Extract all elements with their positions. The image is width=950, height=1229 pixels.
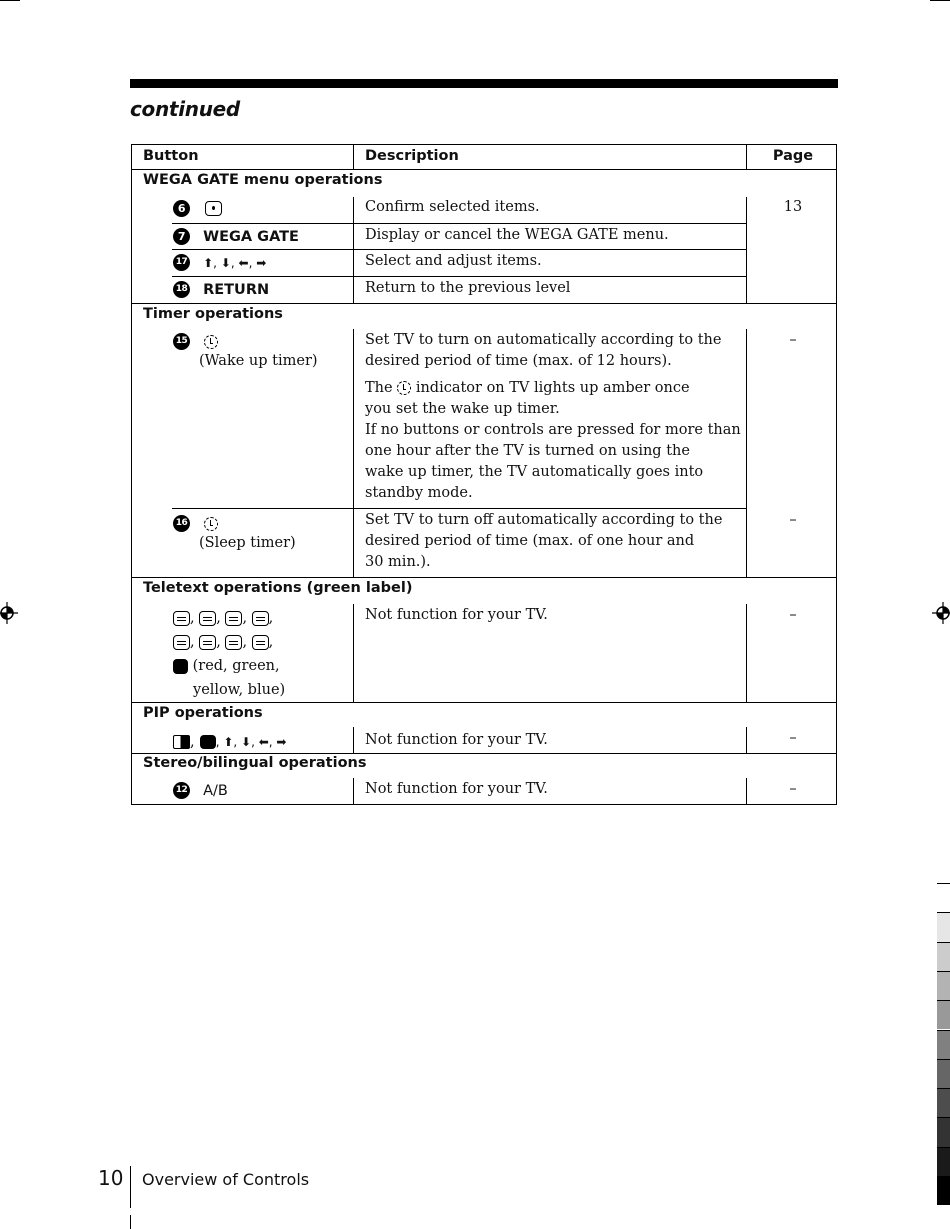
gray-swatch [937,1059,950,1088]
sleep-timer-page: – [789,512,797,528]
arrow-keys-icon: ⬆, ⬇, ⬅, ➡ [203,255,267,270]
number-badge: 18 [173,281,190,298]
wake-timer-page: – [789,332,797,348]
number-badge: 7 [173,228,190,245]
ab-label: A/B [203,782,228,799]
top-rule [130,79,838,88]
gray-swatch [937,1176,950,1205]
wega-desc-17: Select and adjust items. [365,253,542,269]
swap-icon [200,735,216,749]
divider [172,508,747,509]
divider [353,197,354,303]
gray-swatch [937,912,950,941]
cancel-icon [252,611,269,626]
divider [746,604,747,702]
ok-button-icon [205,201,222,216]
wega-desc-7: Display or cancel the WEGA GATE menu. [365,227,669,243]
wake-timer-desc: Set TV to turn on automatically according to the desired period of time (max. of 12 hours). The indicator on TV lights up amber once you set the wake up timer. If no buttons or controls are pressed for more than one hour after the TV is turned on using the wake up timer, the TV automatically goes into standby mode. [365,332,741,501]
teletext-page: – [789,607,797,623]
timer-indicator-icon [397,381,411,395]
divider [172,223,747,224]
pip-page: – [789,730,797,746]
footer-section-title: Overview of Controls [142,1170,310,1189]
divider [132,702,836,703]
color-button-icon [173,659,188,674]
divider [746,727,747,753]
crop-mark [930,0,950,1]
gray-swatch [937,971,950,1000]
divider [132,169,836,170]
gray-swatch [937,1088,950,1117]
number-badge: 17 [173,254,190,271]
continued-heading: continued [130,97,240,121]
reveal-icon [173,635,190,650]
divider [353,329,354,577]
wake-timer-button [173,331,218,350]
wake-timer-label: (Wake up timer) [199,353,318,369]
registration-mark-icon [0,602,18,624]
header-page: Page [772,148,814,164]
divider [353,145,354,169]
sleep-timer-button [173,513,218,532]
wega-row-7 [173,226,299,245]
wega-row-17 [173,252,266,271]
gray-swatch [937,942,950,971]
gray-swatch [937,1117,950,1146]
divider [353,727,354,753]
teletext-icon [173,611,190,626]
wega-row-18 [173,279,269,298]
return-label: RETURN [203,281,270,298]
section-stereo: Stereo/bilingual operations [143,755,367,771]
number-badge: 15 [173,333,190,350]
wega-page: 13 [783,199,803,215]
page-number: 10 [98,1166,124,1190]
section-timer: Timer operations [143,306,283,322]
crop-mark [130,1215,131,1229]
wega-gate-label: WEGA GATE [203,228,299,245]
stereo-page: – [789,781,797,797]
divider [172,249,747,250]
wega-row-6 [173,198,222,217]
footer-divider [130,1166,131,1208]
number-badge: 16 [173,515,190,532]
sleep-clock-icon [204,517,218,531]
teletext-buttons: , , , , , , , , (red, green, yellow, blue) [173,606,351,702]
divider [353,604,354,702]
size-icon [199,635,216,650]
sleep-timer-label: (Sleep timer) [199,535,296,551]
divider [132,577,836,578]
header-button: Button [143,148,199,164]
wega-desc-6: Confirm selected items. [365,199,540,215]
stereo-desc: Not function for your TV. [365,781,548,797]
registration-mark-icon [932,602,950,624]
section-wega-gate: WEGA GATE menu operations [143,172,383,188]
page-down-icon [252,635,269,650]
crop-mark [0,0,20,1]
controls-table [131,144,837,805]
timer-clock-icon [204,335,218,349]
pip-icon [173,735,190,749]
number-badge: 6 [173,200,190,217]
teletext-desc: Not function for your TV. [365,607,548,623]
number-badge: 12 [173,782,190,799]
gray-swatch [937,1000,950,1029]
divider [746,145,747,169]
pip-desc: Not function for your TV. [365,732,548,748]
gray-swatch [937,1030,950,1059]
stereo-button [173,780,228,799]
pip-buttons: , , ⬆, ⬇, ⬅, ➡ [173,731,286,753]
page-up-icon [225,635,242,650]
divider [746,197,747,303]
info-icon [199,611,216,626]
divider [132,753,836,754]
divider [172,276,747,277]
divider [746,329,747,577]
gray-swatch [937,883,950,912]
sleep-timer-desc: Set TV to turn off automatically according to the desired period of time (max. of one hour and 30 min.). [365,512,723,570]
gray-swatch [937,1147,950,1176]
section-pip: PIP operations [143,705,263,721]
hold-icon [225,611,242,626]
divider [353,778,354,804]
divider [746,778,747,804]
header-description: Description [365,148,459,164]
wega-desc-18: Return to the previous level [365,280,571,296]
divider [132,303,836,304]
section-teletext: Teletext operations (green label) [143,580,413,596]
